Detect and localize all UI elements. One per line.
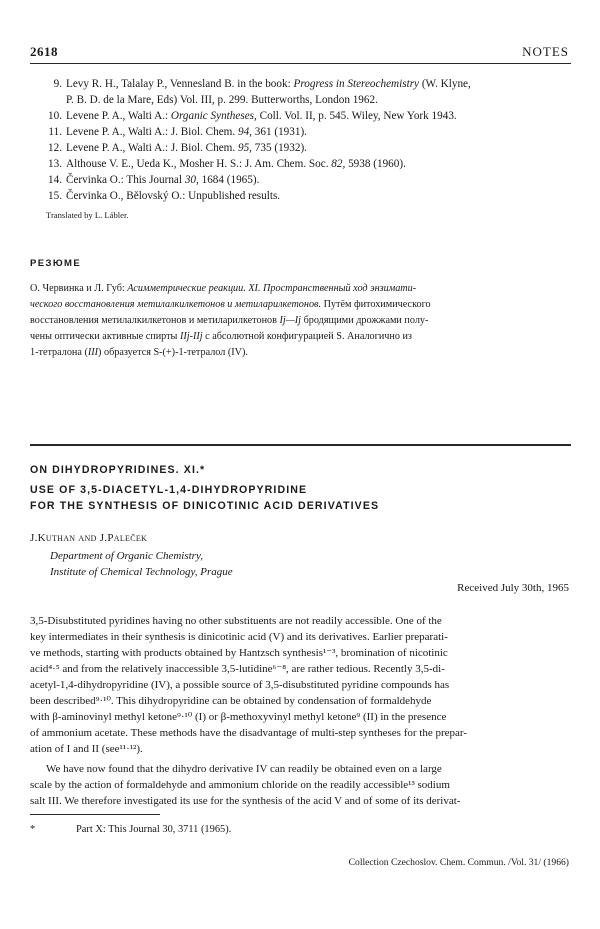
- body-line: with β-aminovinyl methyl ketone⁹·¹⁰ (I) or β-methoxyvinyl methyl ketone⁹ (II) in the presence: [30, 711, 447, 723]
- body-line: ve methods, starting with products obtained by Hantzsch synthesis¹⁻³, bromination of nicotinic: [30, 647, 448, 659]
- resume-line: О. Червинка и Л. Губ: Асимметрические реакции. XI. Пространственный ход энзимати-: [30, 283, 417, 294]
- body-line: key intermediates in their synthesis is dinicotinic acid (V) and its derivatives. Earlier preparati-: [30, 631, 448, 643]
- body-line: We have now found that the dihydro derivative IV can readily be obtained even on a large: [46, 763, 442, 775]
- affiliation-line: Department of Organic Chemistry,: [50, 550, 203, 562]
- footnote-mark: *: [30, 824, 36, 835]
- footnote-text: Part X: This Journal 30, 3711 (1965).: [76, 824, 232, 835]
- section-label: NOTES: [522, 44, 569, 59]
- section-divider: [30, 444, 571, 446]
- authors: J.Kuthan and J.Paleček: [30, 532, 148, 544]
- header-rule: [30, 63, 571, 64]
- received-date: Received July 30th, 1965: [457, 582, 569, 594]
- reference-item: 10. Levene P. A., Walti A.: Organic Syntheses, Coll. Vol. II, p. 545. Wiley, New York 1943.: [48, 110, 457, 122]
- reference-item: P. B. D. de la Mare, Eds) Vol. III, p. 299. Butterworths, London 1962.: [66, 94, 378, 106]
- reference-item: 9. Levy R. H., Talalay P., Vennesland B. in the book: Progress in Stereochemistry (W. Klyne,: [53, 78, 471, 90]
- reference-item: 14. Červinka O.: This Journal 30, 1684 (1965).: [48, 174, 260, 186]
- footnote-rule: [30, 814, 160, 815]
- affiliation-line: Institute of Chemical Technology, Prague: [50, 566, 233, 578]
- journal-footer: Collection Czechoslov. Chem. Commun. /Vol. 31/ (1966): [348, 857, 569, 868]
- body-line: ation of I and II (see¹¹·¹²).: [30, 743, 143, 755]
- reference-item: 11. Levene P. A., Walti A.: J. Biol. Chem. 94, 361 (1931).: [48, 126, 307, 138]
- reference-item: 12. Levene P. A., Walti A.: J. Biol. Chem. 95, 735 (1932).: [48, 142, 307, 154]
- body-line: 3,5-Disubstituted pyridines having no other substituents are not readily accessible. One of the: [30, 615, 442, 627]
- resume-line: ческого восстановления метилалкилкетонов и метиларилкетонов. Путём фитохимического: [30, 299, 431, 310]
- body-line: been described⁹·¹⁰. This dihydropyridine can be obtained by condensation of formaldehyde: [30, 695, 432, 707]
- body-line: scale by the action of formaldehyde and ammonium chloride on the readily accessible¹³ sodium: [30, 779, 450, 791]
- article-title-line: USE OF 3,5-DIACETYL-1,4-DIHYDROPYRIDINE: [30, 484, 308, 496]
- body-line: acetyl-1,4-dihydropyridine (IV), a possible source of 3,5-disubstituted pyridine compounds has: [30, 679, 450, 691]
- series-title: ON DIHYDROPYRIDINES. XI.*: [30, 464, 206, 476]
- reference-item: 15. Červinka O., Bělovský O.: Unpublished results.: [48, 190, 281, 202]
- translator-note: Translated by L. Lábler.: [46, 210, 129, 220]
- resume-heading: РЕЗЮМЕ: [30, 258, 82, 269]
- body-line: of ammonium acetate. These methods have the disadvantage of multi-step syntheses for the prepar-: [30, 727, 467, 739]
- article-title-line: FOR THE SYNTHESIS OF DINICOTINIC ACID DERIVATIVES: [30, 500, 380, 512]
- page-number: 2618: [30, 44, 58, 59]
- reference-item: 13. Althouse V. E., Ueda K., Mosher H. S.: J. Am. Chem. Soc. 82, 5938 (1960).: [48, 158, 406, 170]
- resume-line: чены оптически активные спирты IIj-IIj с абсолютной конфигурацией S. Аналогично из: [30, 331, 412, 342]
- resume-line: 1-тетралона (III) образуется S-(+)-1-тетралол (IV).: [30, 347, 248, 358]
- resume-line: восстановления метилалкилкетонов и метиларилкетонов Ij—Ij бродящими дрожжами полу-: [30, 315, 429, 326]
- body-line: salt III. We therefore investigated its use for the synthesis of the acid V and of some of its derivat-: [30, 795, 461, 807]
- body-line: acid⁴·⁵ and from the relatively inaccessible 3,5-lutidine⁶⁻⁸, are rather tedious. Recently 3,5-di-: [30, 663, 445, 675]
